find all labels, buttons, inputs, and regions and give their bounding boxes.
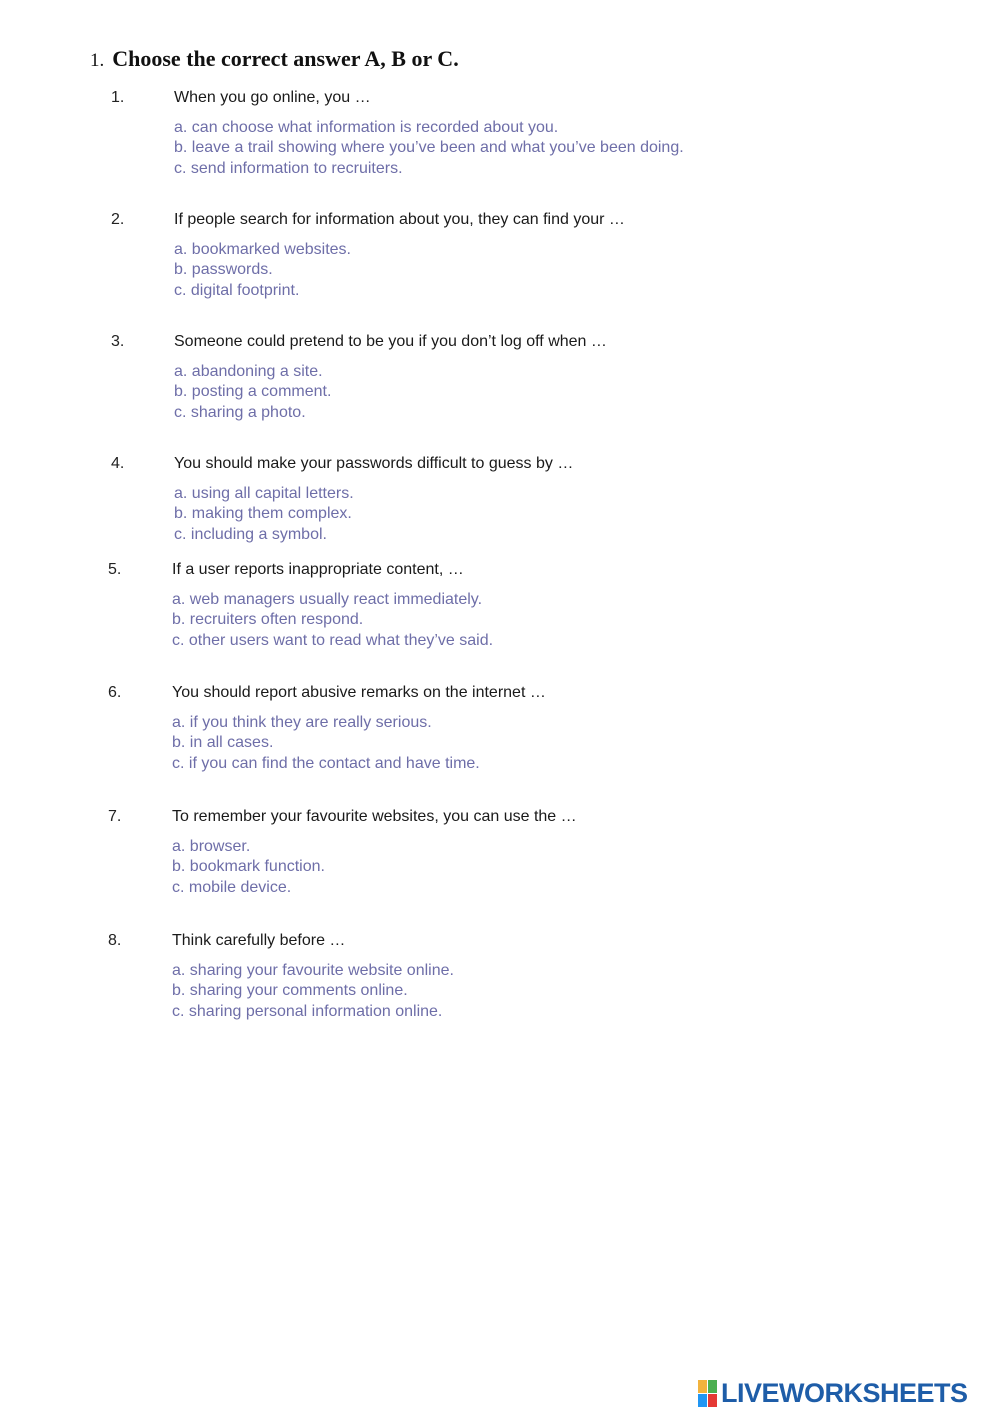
question-text: You should make your passwords difficult to guess by …: [174, 455, 574, 472]
question-text: You should report abusive remarks on the internet …: [172, 684, 546, 701]
question-text: When you go online, you …: [174, 89, 371, 106]
option-c[interactable]: c. send information to recruiters.: [174, 159, 403, 177]
answer-options: [172, 837, 325, 898]
question-number: 1.: [111, 89, 125, 106]
answer-options: [174, 484, 354, 545]
question-number: 5.: [108, 561, 122, 578]
exercise-number: 1.: [90, 50, 105, 71]
option-b[interactable]: b. making them complex.: [174, 505, 352, 523]
answer-options: [172, 961, 454, 1022]
option-c[interactable]: c. other users want to read what they’ve said.: [172, 631, 494, 649]
option-a[interactable]: a. sharing your favourite website online.: [172, 962, 454, 979]
answer-options: [174, 118, 684, 179]
option-c[interactable]: c. sharing a photo.: [174, 403, 306, 421]
question-text: If a user reports inappropriate content, …: [172, 561, 464, 578]
option-c[interactable]: c. sharing personal information online.: [172, 1002, 443, 1020]
option-a[interactable]: a. can choose what information is recorded about you.: [174, 119, 559, 136]
option-b[interactable]: b. recruiters often respond.: [172, 611, 364, 629]
question-number: 8.: [108, 932, 122, 949]
option-a[interactable]: a. web managers usually react immediately.: [172, 591, 483, 608]
liveworksheets-logo-icon: [698, 1380, 717, 1407]
question-text: To remember your favourite websites, you can use the …: [172, 808, 577, 825]
question-number: 2.: [111, 211, 125, 228]
option-a[interactable]: a. abandoning a site.: [174, 363, 323, 380]
question-number: 3.: [111, 333, 125, 350]
option-c[interactable]: c. mobile device.: [172, 878, 292, 896]
option-a[interactable]: a. bookmarked websites.: [174, 241, 351, 258]
question-text: If people search for information about you, they can find your …: [174, 211, 625, 228]
option-b[interactable]: b. bookmark function.: [172, 858, 325, 876]
question-text: Think carefully before …: [172, 932, 346, 949]
option-a[interactable]: a. using all capital letters.: [174, 485, 354, 502]
option-b[interactable]: b. leave a trail showing where you’ve been and what you’ve been doing.: [174, 139, 684, 157]
answer-options: [174, 240, 351, 301]
option-a[interactable]: a. if you think they are really serious.: [172, 714, 432, 731]
question-number: 7.: [108, 808, 122, 825]
option-b[interactable]: b. posting a comment.: [174, 383, 332, 401]
exercise-title: Choose the correct answer A, B or C.: [112, 46, 459, 71]
liveworksheets-logo: [698, 1378, 968, 1409]
question-text: Someone could pretend to be you if you don’t log off when …: [174, 333, 607, 350]
answer-options: [172, 590, 493, 651]
option-c[interactable]: c. digital footprint.: [174, 281, 300, 299]
logo-text: LIVEWORKSHEETS: [721, 1378, 968, 1408]
answer-options: [174, 362, 331, 423]
option-a[interactable]: a. browser.: [172, 838, 251, 855]
answer-options: [172, 713, 480, 774]
option-c[interactable]: c. if you can find the contact and have time.: [172, 754, 480, 772]
question-number: 4.: [111, 455, 125, 472]
option-b[interactable]: b. passwords.: [174, 261, 273, 279]
option-b[interactable]: b. sharing your comments online.: [172, 982, 408, 1000]
question-number: 6.: [108, 684, 122, 701]
option-b[interactable]: b. in all cases.: [172, 734, 274, 752]
option-c[interactable]: c. including a symbol.: [174, 525, 327, 543]
exercise-heading: [90, 46, 459, 72]
